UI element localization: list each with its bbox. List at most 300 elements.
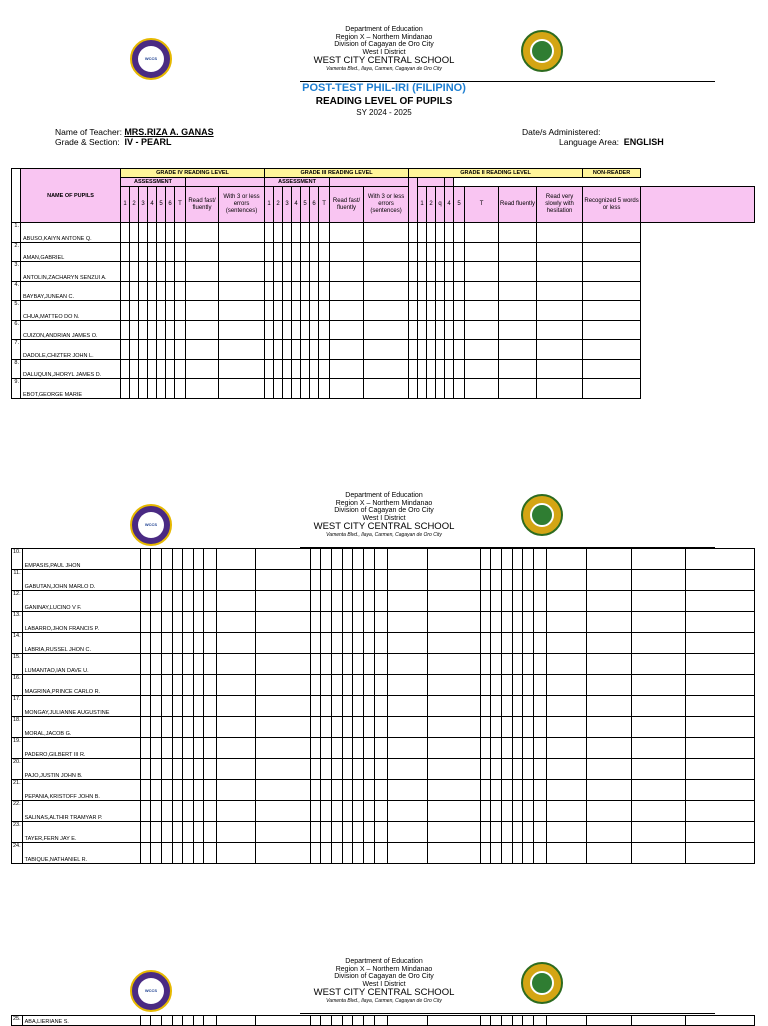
score-cell[interactable] [321, 654, 332, 675]
score-cell[interactable] [330, 223, 364, 243]
score-cell[interactable] [204, 654, 217, 675]
score-cell[interactable] [321, 549, 332, 570]
score-cell[interactable] [161, 738, 172, 759]
score-cell[interactable] [161, 654, 172, 675]
score-cell[interactable] [537, 281, 583, 301]
score-cell[interactable] [454, 301, 465, 321]
score-cell[interactable] [172, 654, 183, 675]
score-cell[interactable] [418, 359, 427, 379]
score-cell[interactable] [499, 242, 537, 262]
score-cell[interactable] [631, 843, 685, 864]
score-cell[interactable] [353, 822, 364, 843]
score-cell[interactable] [310, 675, 321, 696]
score-cell[interactable] [157, 379, 166, 399]
score-cell[interactable] [139, 320, 148, 340]
score-cell[interactable] [161, 591, 172, 612]
score-cell[interactable] [374, 738, 387, 759]
score-cell[interactable] [436, 379, 445, 399]
score-cell[interactable] [157, 301, 166, 321]
score-cell[interactable] [364, 281, 409, 301]
score-cell[interactable] [686, 612, 755, 633]
score-cell[interactable] [140, 801, 151, 822]
score-cell[interactable] [332, 549, 343, 570]
score-cell[interactable] [587, 654, 632, 675]
score-cell[interactable] [502, 843, 513, 864]
score-cell[interactable] [283, 340, 292, 360]
score-cell[interactable] [310, 654, 321, 675]
score-cell[interactable] [491, 1016, 502, 1026]
score-cell[interactable] [310, 612, 321, 633]
score-cell[interactable] [183, 612, 194, 633]
score-cell[interactable] [427, 379, 436, 399]
score-cell[interactable] [409, 223, 418, 243]
score-cell[interactable] [523, 1016, 534, 1026]
score-cell[interactable] [175, 223, 186, 243]
score-cell[interactable] [374, 801, 387, 822]
score-cell[interactable] [301, 340, 310, 360]
score-cell[interactable] [502, 696, 513, 717]
score-cell[interactable] [523, 612, 534, 633]
score-cell[interactable] [121, 379, 130, 399]
score-cell[interactable] [283, 379, 292, 399]
score-cell[interactable] [512, 759, 523, 780]
score-cell[interactable] [130, 320, 139, 340]
score-cell[interactable] [186, 359, 219, 379]
score-cell[interactable] [321, 780, 332, 801]
score-cell[interactable] [502, 822, 513, 843]
score-cell[interactable] [374, 570, 387, 591]
score-cell[interactable] [387, 612, 427, 633]
score-cell[interactable] [436, 301, 445, 321]
score-cell[interactable] [631, 612, 685, 633]
score-cell[interactable] [265, 281, 274, 301]
score-cell[interactable] [148, 242, 157, 262]
score-cell[interactable] [256, 591, 310, 612]
score-cell[interactable] [353, 1016, 364, 1026]
score-cell[interactable] [172, 675, 183, 696]
score-cell[interactable] [427, 262, 436, 282]
score-cell[interactable] [256, 843, 310, 864]
score-cell[interactable] [274, 262, 283, 282]
score-cell[interactable] [445, 340, 454, 360]
score-cell[interactable] [418, 262, 427, 282]
score-cell[interactable] [332, 570, 343, 591]
score-cell[interactable] [387, 1016, 427, 1026]
score-cell[interactable] [283, 281, 292, 301]
score-cell[interactable] [342, 591, 353, 612]
score-cell[interactable] [523, 570, 534, 591]
score-cell[interactable] [193, 1016, 204, 1026]
score-cell[interactable] [301, 379, 310, 399]
score-cell[interactable] [157, 262, 166, 282]
score-cell[interactable] [140, 738, 151, 759]
score-cell[interactable] [332, 654, 343, 675]
score-cell[interactable] [140, 1016, 151, 1026]
score-cell[interactable] [204, 675, 217, 696]
score-cell[interactable] [330, 379, 364, 399]
score-cell[interactable] [217, 1016, 256, 1026]
score-cell[interactable] [353, 654, 364, 675]
score-cell[interactable] [387, 654, 427, 675]
score-cell[interactable] [533, 591, 546, 612]
score-cell[interactable] [546, 822, 586, 843]
score-cell[interactable] [631, 549, 685, 570]
score-cell[interactable] [364, 223, 409, 243]
score-cell[interactable] [183, 717, 194, 738]
score-cell[interactable] [310, 843, 321, 864]
score-cell[interactable] [364, 379, 409, 399]
score-cell[interactable] [353, 780, 364, 801]
score-cell[interactable] [321, 633, 332, 654]
score-cell[interactable] [512, 570, 523, 591]
score-cell[interactable] [491, 675, 502, 696]
score-cell[interactable] [256, 549, 310, 570]
score-cell[interactable] [523, 696, 534, 717]
score-cell[interactable] [148, 340, 157, 360]
score-cell[interactable] [587, 843, 632, 864]
score-cell[interactable] [353, 549, 364, 570]
score-cell[interactable] [427, 340, 436, 360]
score-cell[interactable] [183, 549, 194, 570]
score-cell[interactable] [523, 822, 534, 843]
score-cell[interactable] [161, 759, 172, 780]
score-cell[interactable] [502, 591, 513, 612]
score-cell[interactable] [374, 1016, 387, 1026]
score-cell[interactable] [204, 801, 217, 822]
score-cell[interactable] [583, 262, 641, 282]
score-cell[interactable] [523, 717, 534, 738]
score-cell[interactable] [219, 379, 265, 399]
score-cell[interactable] [686, 696, 755, 717]
score-cell[interactable] [436, 359, 445, 379]
score-cell[interactable] [161, 717, 172, 738]
score-cell[interactable] [161, 822, 172, 843]
score-cell[interactable] [353, 843, 364, 864]
score-cell[interactable] [387, 591, 427, 612]
score-cell[interactable] [204, 591, 217, 612]
score-cell[interactable] [283, 242, 292, 262]
score-cell[interactable] [130, 242, 139, 262]
score-cell[interactable] [427, 696, 480, 717]
score-cell[interactable] [587, 675, 632, 696]
score-cell[interactable] [491, 780, 502, 801]
score-cell[interactable] [310, 320, 319, 340]
score-cell[interactable] [139, 359, 148, 379]
score-cell[interactable] [219, 223, 265, 243]
score-cell[interactable] [499, 301, 537, 321]
score-cell[interactable] [321, 759, 332, 780]
score-cell[interactable] [217, 801, 256, 822]
score-cell[interactable] [353, 612, 364, 633]
score-cell[interactable] [583, 320, 641, 340]
score-cell[interactable] [546, 612, 586, 633]
score-cell[interactable] [512, 696, 523, 717]
score-cell[interactable] [301, 242, 310, 262]
score-cell[interactable] [292, 262, 301, 282]
score-cell[interactable] [186, 223, 219, 243]
score-cell[interactable] [219, 281, 265, 301]
score-cell[interactable] [454, 223, 465, 243]
score-cell[interactable] [151, 654, 162, 675]
score-cell[interactable] [427, 281, 436, 301]
score-cell[interactable] [140, 570, 151, 591]
score-cell[interactable] [512, 549, 523, 570]
score-cell[interactable] [157, 281, 166, 301]
score-cell[interactable] [465, 359, 499, 379]
score-cell[interactable] [161, 633, 172, 654]
score-cell[interactable] [148, 262, 157, 282]
score-cell[interactable] [332, 1016, 343, 1026]
score-cell[interactable] [418, 223, 427, 243]
score-cell[interactable] [332, 780, 343, 801]
score-cell[interactable] [265, 301, 274, 321]
score-cell[interactable] [172, 759, 183, 780]
score-cell[interactable] [204, 1016, 217, 1026]
score-cell[interactable] [427, 633, 480, 654]
score-cell[interactable] [491, 801, 502, 822]
score-cell[interactable] [480, 822, 491, 843]
score-cell[interactable] [491, 612, 502, 633]
score-cell[interactable] [587, 759, 632, 780]
score-cell[interactable] [332, 717, 343, 738]
score-cell[interactable] [512, 717, 523, 738]
score-cell[interactable] [353, 696, 364, 717]
score-cell[interactable] [310, 801, 321, 822]
score-cell[interactable] [256, 570, 310, 591]
score-cell[interactable] [193, 591, 204, 612]
score-cell[interactable] [546, 780, 586, 801]
score-cell[interactable] [140, 822, 151, 843]
score-cell[interactable] [256, 738, 310, 759]
score-cell[interactable] [533, 633, 546, 654]
score-cell[interactable] [533, 570, 546, 591]
score-cell[interactable] [166, 379, 175, 399]
score-cell[interactable] [342, 696, 353, 717]
score-cell[interactable] [319, 301, 330, 321]
score-cell[interactable] [546, 591, 586, 612]
score-cell[interactable] [364, 242, 409, 262]
score-cell[interactable] [502, 738, 513, 759]
score-cell[interactable] [427, 359, 436, 379]
score-cell[interactable] [204, 612, 217, 633]
score-cell[interactable] [172, 801, 183, 822]
score-cell[interactable] [686, 654, 755, 675]
score-cell[interactable] [427, 843, 480, 864]
score-cell[interactable] [523, 654, 534, 675]
score-cell[interactable] [172, 570, 183, 591]
score-cell[interactable] [353, 570, 364, 591]
score-cell[interactable] [140, 549, 151, 570]
score-cell[interactable] [330, 320, 364, 340]
score-cell[interactable] [321, 801, 332, 822]
score-cell[interactable] [183, 780, 194, 801]
score-cell[interactable] [686, 591, 755, 612]
score-cell[interactable] [148, 379, 157, 399]
score-cell[interactable] [321, 717, 332, 738]
score-cell[interactable] [193, 654, 204, 675]
score-cell[interactable] [193, 549, 204, 570]
score-cell[interactable] [686, 549, 755, 570]
score-cell[interactable] [175, 359, 186, 379]
score-cell[interactable] [409, 281, 418, 301]
score-cell[interactable] [321, 570, 332, 591]
score-cell[interactable] [265, 242, 274, 262]
score-cell[interactable] [631, 570, 685, 591]
score-cell[interactable] [193, 801, 204, 822]
score-cell[interactable] [502, 675, 513, 696]
score-cell[interactable] [319, 223, 330, 243]
score-cell[interactable] [363, 717, 374, 738]
score-cell[interactable] [121, 320, 130, 340]
score-cell[interactable] [342, 612, 353, 633]
score-cell[interactable] [546, 654, 586, 675]
score-cell[interactable] [161, 801, 172, 822]
score-cell[interactable] [140, 759, 151, 780]
score-cell[interactable] [140, 633, 151, 654]
score-cell[interactable] [342, 843, 353, 864]
score-cell[interactable] [387, 549, 427, 570]
score-cell[interactable] [157, 340, 166, 360]
score-cell[interactable] [631, 591, 685, 612]
score-cell[interactable] [363, 570, 374, 591]
score-cell[interactable] [686, 843, 755, 864]
score-cell[interactable] [427, 801, 480, 822]
score-cell[interactable] [321, 696, 332, 717]
score-cell[interactable] [151, 780, 162, 801]
score-cell[interactable] [533, 801, 546, 822]
score-cell[interactable] [157, 359, 166, 379]
score-cell[interactable] [480, 801, 491, 822]
score-cell[interactable] [139, 281, 148, 301]
score-cell[interactable] [631, 696, 685, 717]
score-cell[interactable] [491, 633, 502, 654]
score-cell[interactable] [533, 843, 546, 864]
score-cell[interactable] [256, 654, 310, 675]
score-cell[interactable] [512, 843, 523, 864]
score-cell[interactable] [387, 570, 427, 591]
score-cell[interactable] [186, 340, 219, 360]
score-cell[interactable] [512, 654, 523, 675]
score-cell[interactable] [121, 223, 130, 243]
score-cell[interactable] [330, 301, 364, 321]
score-cell[interactable] [310, 696, 321, 717]
score-cell[interactable] [436, 340, 445, 360]
score-cell[interactable] [546, 549, 586, 570]
score-cell[interactable] [583, 359, 641, 379]
score-cell[interactable] [502, 612, 513, 633]
score-cell[interactable] [502, 654, 513, 675]
score-cell[interactable] [283, 262, 292, 282]
score-cell[interactable] [256, 717, 310, 738]
score-cell[interactable] [454, 242, 465, 262]
score-cell[interactable] [342, 1016, 353, 1026]
score-cell[interactable] [364, 359, 409, 379]
score-cell[interactable] [631, 780, 685, 801]
score-cell[interactable] [193, 759, 204, 780]
score-cell[interactable] [140, 591, 151, 612]
score-cell[interactable] [480, 675, 491, 696]
score-cell[interactable] [204, 843, 217, 864]
score-cell[interactable] [274, 320, 283, 340]
score-cell[interactable] [465, 281, 499, 301]
score-cell[interactable] [533, 759, 546, 780]
score-cell[interactable] [631, 717, 685, 738]
score-cell[interactable] [342, 759, 353, 780]
score-cell[interactable] [139, 242, 148, 262]
score-cell[interactable] [465, 379, 499, 399]
score-cell[interactable] [533, 780, 546, 801]
score-cell[interactable] [321, 591, 332, 612]
score-cell[interactable] [310, 717, 321, 738]
score-cell[interactable] [512, 738, 523, 759]
score-cell[interactable] [183, 570, 194, 591]
score-cell[interactable] [121, 262, 130, 282]
score-cell[interactable] [523, 549, 534, 570]
score-cell[interactable] [631, 738, 685, 759]
score-cell[interactable] [537, 223, 583, 243]
score-cell[interactable] [256, 633, 310, 654]
score-cell[interactable] [445, 301, 454, 321]
score-cell[interactable] [499, 223, 537, 243]
score-cell[interactable] [491, 696, 502, 717]
score-cell[interactable] [256, 1016, 310, 1026]
score-cell[interactable] [363, 654, 374, 675]
score-cell[interactable] [166, 281, 175, 301]
score-cell[interactable] [363, 633, 374, 654]
score-cell[interactable] [587, 696, 632, 717]
score-cell[interactable] [319, 281, 330, 301]
score-cell[interactable] [139, 223, 148, 243]
score-cell[interactable] [427, 675, 480, 696]
score-cell[interactable] [310, 281, 319, 301]
score-cell[interactable] [256, 801, 310, 822]
score-cell[interactable] [465, 242, 499, 262]
score-cell[interactable] [265, 340, 274, 360]
score-cell[interactable] [161, 1016, 172, 1026]
score-cell[interactable] [183, 801, 194, 822]
score-cell[interactable] [364, 301, 409, 321]
score-cell[interactable] [204, 717, 217, 738]
score-cell[interactable] [342, 654, 353, 675]
score-cell[interactable] [321, 738, 332, 759]
score-cell[interactable] [301, 320, 310, 340]
score-cell[interactable] [523, 780, 534, 801]
score-cell[interactable] [363, 675, 374, 696]
score-cell[interactable] [204, 696, 217, 717]
score-cell[interactable] [204, 759, 217, 780]
score-cell[interactable] [148, 301, 157, 321]
score-cell[interactable] [427, 301, 436, 321]
score-cell[interactable] [502, 1016, 513, 1026]
score-cell[interactable] [502, 780, 513, 801]
score-cell[interactable] [148, 320, 157, 340]
score-cell[interactable] [427, 654, 480, 675]
score-cell[interactable] [140, 675, 151, 696]
score-cell[interactable] [151, 738, 162, 759]
score-cell[interactable] [292, 301, 301, 321]
score-cell[interactable] [301, 281, 310, 301]
score-cell[interactable] [686, 570, 755, 591]
score-cell[interactable] [183, 633, 194, 654]
score-cell[interactable] [523, 843, 534, 864]
score-cell[interactable] [292, 223, 301, 243]
score-cell[interactable] [292, 242, 301, 262]
score-cell[interactable] [332, 591, 343, 612]
score-cell[interactable] [480, 633, 491, 654]
score-cell[interactable] [140, 696, 151, 717]
score-cell[interactable] [587, 549, 632, 570]
score-cell[interactable] [193, 675, 204, 696]
